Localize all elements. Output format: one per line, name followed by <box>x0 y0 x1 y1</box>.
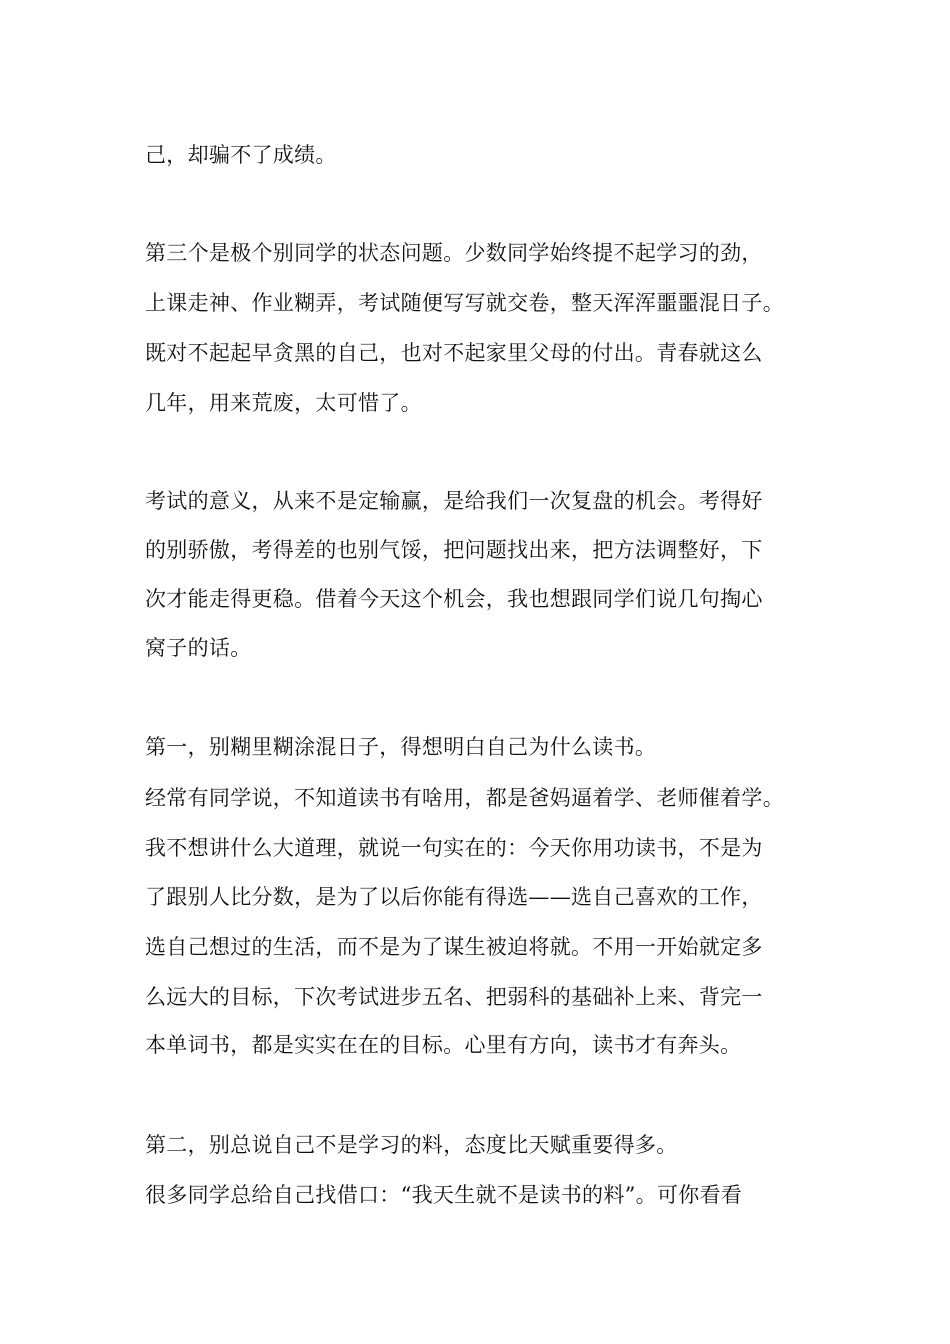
section-2-heading: 第二，别总说自己不是学习的料，态度比天赋重要得多。 <box>145 1133 678 1157</box>
paragraph-2-line-2: 上课走神、作业糊弄，考试随便写写就交卷，整天浑浑噩噩混日子。 <box>145 291 784 315</box>
paragraph-2-line-4: 几年，用来荒废，太可惜了。 <box>145 391 422 415</box>
paragraph-1-line-1: 己，却骗不了成绩。 <box>145 143 337 167</box>
paragraph-3-line-3: 次才能走得更稳。借着今天这个机会，我也想跟同学们说几句掏心 <box>145 587 763 611</box>
section-1-line-2: 我不想讲什么大道理，就说一句实在的：今天你用功读书，不是为 <box>145 836 763 860</box>
section-1-line-5: 么远大的目标，下次考试进步五名、把弱科的基础补上来、背完一 <box>145 985 763 1009</box>
section-1-heading: 第一，别糊里糊涂混日子，得想明白自己为什么读书。 <box>145 735 657 759</box>
paragraph-3-line-2: 的别骄傲，考得差的也别气馁，把问题找出来，把方法调整好，下 <box>145 538 763 562</box>
paragraph-3-line-4: 窝子的话。 <box>145 636 252 660</box>
section-2-line-1: 很多同学总给自己找借口：“我天生就不是读书的料”。可你看看 <box>145 1183 743 1207</box>
paragraph-3-line-1: 考试的意义，从来不是定输赢，是给我们一次复盘的机会。考得好 <box>145 489 763 513</box>
paragraph-2-line-3: 既对不起起早贪黑的自己，也对不起家里父母的付出。青春就这么 <box>145 341 763 365</box>
section-1-line-3: 了跟别人比分数，是为了以后你能有得选——选自己喜欢的工作， <box>145 885 763 909</box>
section-1-line-6: 本单词书，都是实实在在的目标。心里有方向，读书才有奔头。 <box>145 1033 742 1057</box>
section-1-line-1: 经常有同学说，不知道读书有啥用，都是爸妈逼着学、老师催着学。 <box>145 786 784 810</box>
section-1-line-4: 选自己想过的生活，而不是为了谋生被迫将就。不用一开始就定多 <box>145 935 763 959</box>
paragraph-2-line-1: 第三个是极个别同学的状态问题。少数同学始终提不起学习的劲， <box>145 241 763 265</box>
